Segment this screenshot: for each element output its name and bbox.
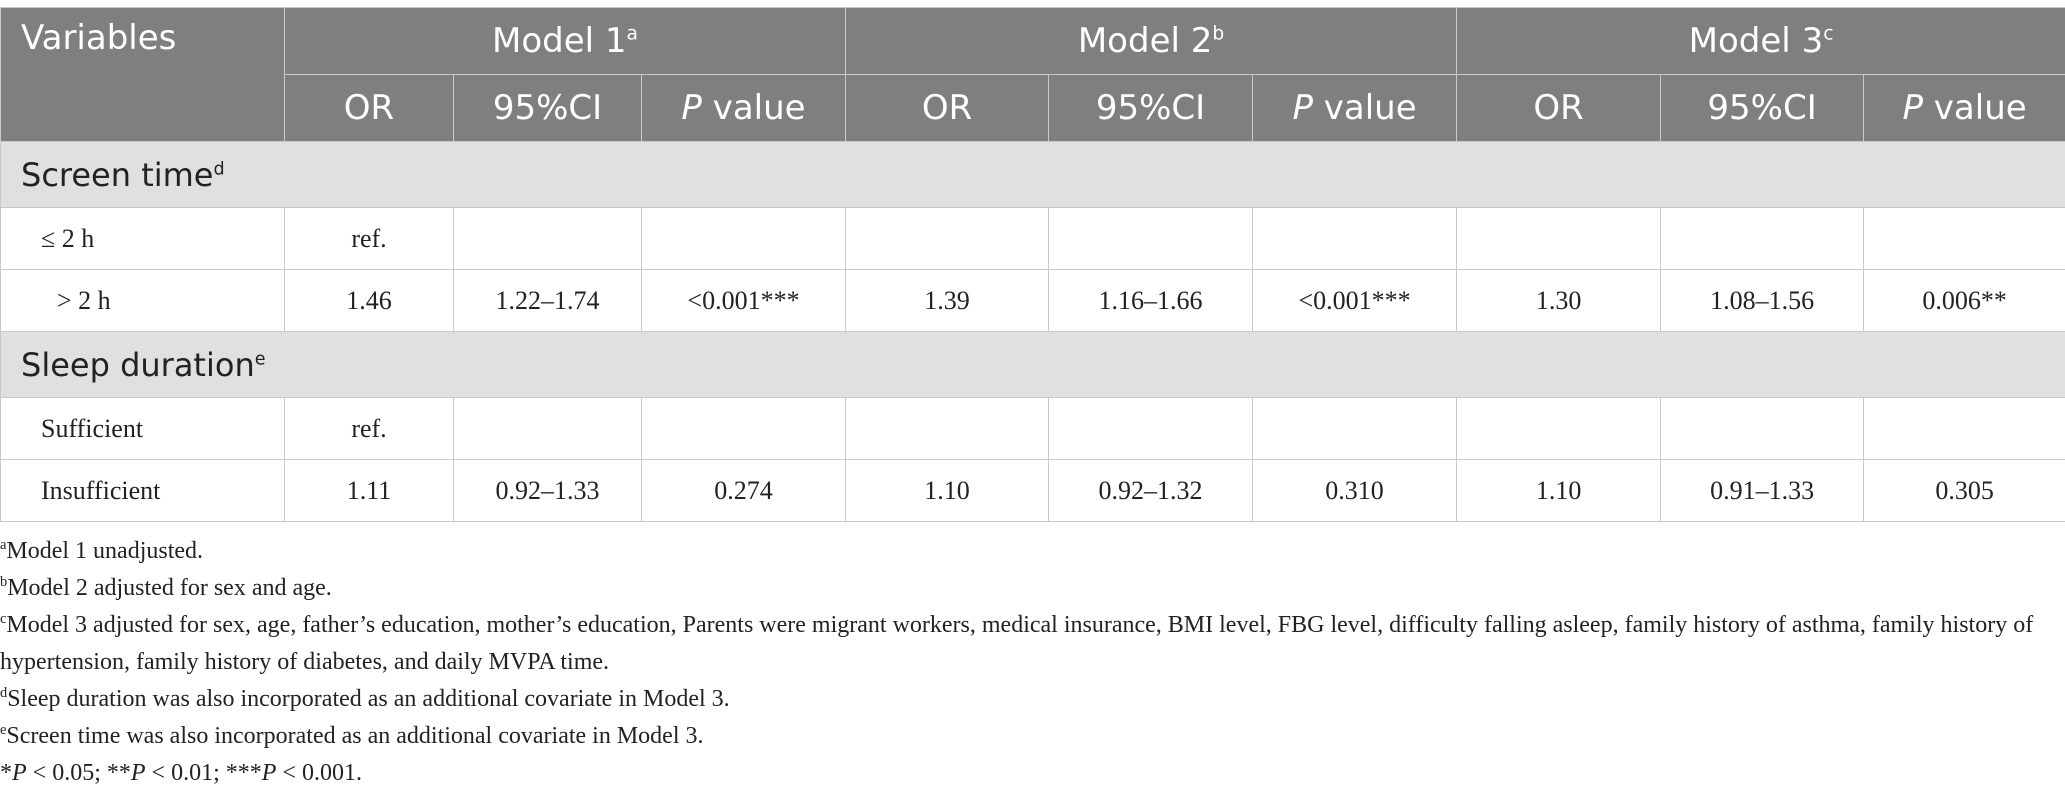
ci-cell: 1.22–1.74 (454, 270, 642, 332)
footnote-text: Screen time was also incorporated as an additional covariate in Model 3. (6, 723, 704, 749)
p-value-cell (642, 398, 846, 460)
section-title-text: Screen time (21, 155, 214, 194)
footnote-text: Model 3 adjusted for sex, age, father’s education, mother’s education, Parents were migrant workers, medical insurance, BMI level, FBG level, difficulty falling asleep, family history of asthma, family history of hypertension, family history of diabetes, and daily MVPA time. (0, 612, 2034, 675)
sig-p: P (130, 760, 146, 786)
section-row-sleep-duration (1, 332, 2065, 398)
variables-header-label: Variables (21, 18, 177, 58)
footnote (0, 570, 2065, 607)
p-value-cell: 0.274 (642, 460, 846, 522)
section-row-screen-time (1, 142, 2065, 208)
model-3-name: Model 3 (1688, 21, 1824, 61)
ci-header: 95%CI (1049, 75, 1253, 142)
model-3-header (1457, 8, 2065, 75)
table-row (1, 208, 2065, 270)
or-cell: 1.46 (285, 270, 454, 332)
footnote (0, 533, 2065, 570)
sig-text: * (0, 760, 12, 786)
table-row (1, 270, 2065, 332)
p-value-label: value (701, 88, 806, 128)
model-1-name: Model 1 (492, 21, 627, 61)
model-2-footnote-mark: b (1212, 23, 1225, 45)
ci-cell: 1.08–1.56 (1661, 270, 1864, 332)
or-cell (846, 398, 1049, 460)
ci-cell (1049, 208, 1253, 270)
p-value-header (1253, 75, 1457, 142)
or-cell: 1.11 (285, 460, 454, 522)
p-value-header (642, 75, 846, 142)
section-title (1, 142, 2065, 208)
p-value-cell (1253, 398, 1457, 460)
footnote (0, 607, 2065, 681)
p-value-cell (1864, 398, 2065, 460)
section-title (1, 332, 2065, 398)
footnote (0, 718, 2065, 755)
ci-cell: 0.92–1.33 (454, 460, 642, 522)
ci-cell (1661, 208, 1864, 270)
p-value-label: value (1922, 88, 2027, 128)
p-value-cell (1864, 208, 2065, 270)
row-label: Insufficient (1, 460, 285, 522)
p-symbol: P (681, 88, 702, 128)
model-2-header (846, 8, 1457, 75)
sig-text: < 0.001. (276, 760, 362, 786)
model-2-name: Model 2 (1077, 21, 1213, 61)
section-footnote-mark: e (254, 348, 266, 369)
p-value-cell (642, 208, 846, 270)
table-row (1, 460, 2065, 522)
section-title-text: Sleep duration (21, 345, 255, 384)
table-row (1, 398, 2065, 460)
sig-p: P (261, 760, 277, 786)
p-symbol: P (1902, 88, 1923, 128)
footnote-text: Model 2 adjusted for sex and age. (7, 575, 332, 601)
p-symbol: P (1292, 88, 1313, 128)
header-row-models (1, 8, 2065, 75)
or-cell: ref. (285, 398, 454, 460)
footnote-mark: a (0, 537, 7, 553)
ci-cell (454, 208, 642, 270)
p-value-cell: 0.305 (1864, 460, 2065, 522)
p-value-header (1864, 75, 2065, 142)
p-value-cell: <0.001*** (1253, 270, 1457, 332)
or-cell (1457, 398, 1661, 460)
ci-cell: 0.91–1.33 (1661, 460, 1864, 522)
table-footnotes (0, 533, 2065, 792)
p-value-cell: <0.001*** (642, 270, 846, 332)
row-label: > 2 h (1, 270, 285, 332)
header-row-stats (1, 75, 2065, 142)
ci-cell (454, 398, 642, 460)
footnote-text: Model 1 unadjusted. (6, 538, 204, 564)
p-value-cell (1253, 208, 1457, 270)
footnote-mark: d (0, 685, 8, 701)
p-value-label: value (1312, 88, 1417, 128)
significance-footnote (0, 755, 2065, 792)
or-header: OR (846, 75, 1049, 142)
ci-cell: 1.16–1.66 (1049, 270, 1253, 332)
footnote-mark: e (0, 722, 7, 738)
or-cell: 1.10 (1457, 460, 1661, 522)
sig-text: < 0.05; ** (26, 760, 131, 786)
footnote-mark: c (0, 611, 7, 627)
or-cell: 1.10 (846, 460, 1049, 522)
ci-header: 95%CI (454, 75, 642, 142)
or-cell: ref. (285, 208, 454, 270)
or-cell: 1.39 (846, 270, 1049, 332)
or-header: OR (285, 75, 454, 142)
ci-cell (1661, 398, 1864, 460)
ci-header: 95%CI (1661, 75, 1864, 142)
or-header: OR (1457, 75, 1661, 142)
ci-cell: 0.92–1.32 (1049, 460, 1253, 522)
results-table (0, 7, 2065, 522)
or-cell (1457, 208, 1661, 270)
variables-header (1, 8, 285, 142)
model-3-footnote-mark: c (1823, 23, 1834, 45)
footnote-mark: b (0, 574, 8, 590)
model-1-header (285, 8, 846, 75)
footnote (0, 681, 2065, 718)
ci-cell (1049, 398, 1253, 460)
p-value-cell: 0.006** (1864, 270, 2065, 332)
footnote-text: Sleep duration was also incorporated as an additional covariate in Model 3. (7, 686, 730, 712)
row-label: Sufficient (1, 398, 285, 460)
section-footnote-mark: d (213, 158, 225, 179)
p-value-cell: 0.310 (1253, 460, 1457, 522)
or-cell: 1.30 (1457, 270, 1661, 332)
or-cell (846, 208, 1049, 270)
sig-text: < 0.01; *** (145, 760, 262, 786)
row-label: ≤ 2 h (1, 208, 285, 270)
model-1-footnote-mark: a (626, 23, 638, 45)
sig-p: P (12, 760, 27, 786)
